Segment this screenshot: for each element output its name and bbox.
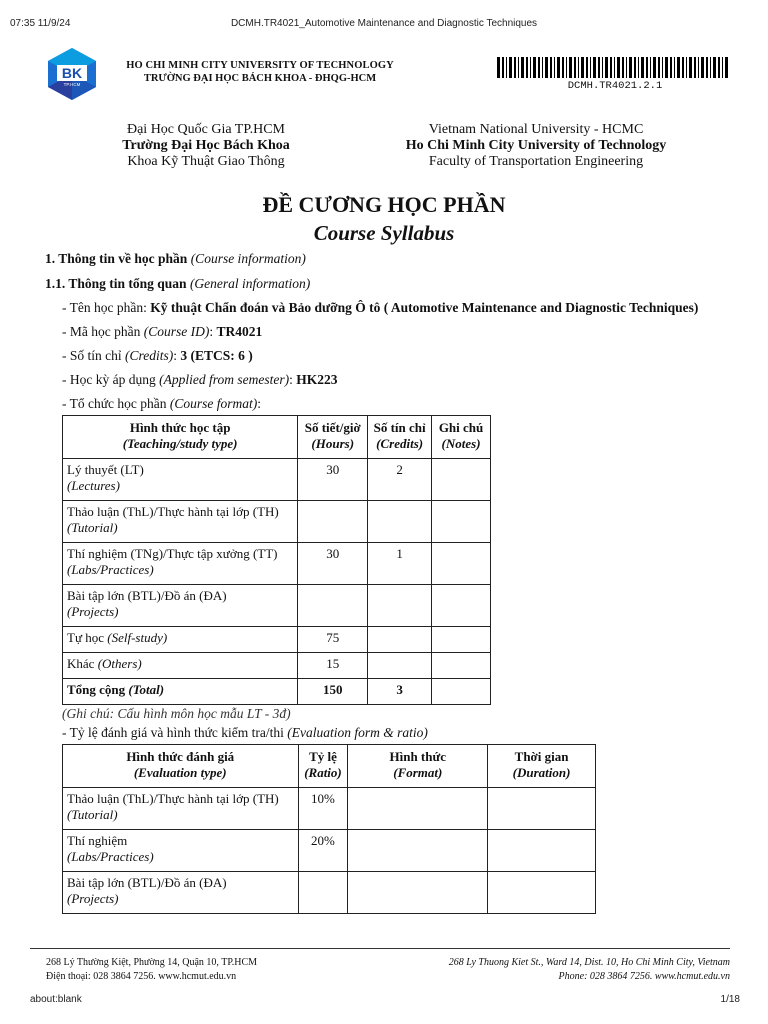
header-right	[396, 122, 676, 170]
table-row	[63, 830, 596, 872]
table-cell: 10%	[298, 788, 348, 830]
header-left-line: Đại Học Quốc Gia TP.HCM	[126, 122, 285, 137]
table-header: Số tín chỉ (Credits)	[368, 416, 432, 459]
table-cell: Thảo luận (ThL)/Thực hành tại lớp (TH) (Tutorial)	[63, 788, 299, 830]
table-cell: Khác (Others)	[63, 653, 298, 679]
section-1-heading	[45, 251, 306, 267]
section-1-1-heading	[45, 276, 310, 292]
section-label: 1. Thông tin về học phần	[45, 251, 188, 266]
footer-line: 268 Ly Thuong Kiet St., Ward 14, Dist. 10, Ho Chi Minh City, Vietnam	[448, 957, 730, 968]
header-left-line: Khoa Kỹ Thuật Giao Thông	[127, 154, 285, 169]
table-cell	[348, 788, 488, 830]
table-header: Hình thức học tập (Teaching/study type)	[63, 416, 298, 459]
field-label-en: (Course ID)	[143, 324, 210, 339]
footer-line: Điện thoại: 028 3864 7256. www.hcmut.edu.vn	[46, 971, 237, 982]
header-right-line: Vietnam National University - HCMC	[428, 122, 644, 137]
header-right-line: Ho Chi Minh City University of Technology	[405, 138, 667, 153]
evaluation-table	[62, 744, 596, 914]
print-datetime: 07:35 11/9/24	[10, 18, 71, 29]
page-subtitle: Course Syllabus	[313, 221, 455, 245]
table-cell	[298, 872, 348, 914]
table-row	[63, 459, 491, 501]
table-header: Hình thức (Format)	[348, 745, 488, 788]
table-cell: Thí nghiệm (Labs/Practices)	[63, 830, 299, 872]
field-label: - Mã học phần	[62, 324, 144, 339]
table-total-row	[63, 679, 491, 705]
barcode-icon	[497, 57, 729, 78]
university-name-en: HO CHI MINH CITY UNIVERSITY OF TECHNOLOGY	[126, 60, 394, 71]
table-row	[63, 872, 596, 914]
table-row	[63, 543, 491, 585]
table-cell	[368, 627, 432, 653]
table-cell: Lý thuyết (LT) (Lectures)	[63, 459, 298, 501]
table-header: Thời gian (Duration)	[488, 745, 596, 788]
field-label: - Tên học phần:	[62, 300, 151, 315]
table-cell	[432, 679, 491, 705]
footer-line: 268 Lý Thường Kiệt, Phường 14, Quận 10, TP.HCM	[46, 957, 258, 968]
table-cell: 3	[368, 679, 432, 705]
table-cell	[368, 585, 432, 627]
table-cell: Tổng cộng (Total)	[63, 679, 298, 705]
table-header: Ghi chú (Notes)	[432, 416, 491, 459]
table-row	[63, 585, 491, 627]
table-cell: 15	[298, 653, 368, 679]
course-name-value: Kỹ thuật Chẩn đoán và Bảo dưỡng Ô tô ( Automotive Maintenance and Diagnostic Techniques)	[150, 300, 699, 315]
table-cell	[432, 501, 491, 543]
section-label-en: (General information)	[189, 276, 311, 291]
table-cell	[432, 653, 491, 679]
header-left-line: Trường Đại Học Bách Khoa	[122, 138, 290, 153]
table-cell: Thí nghiệm (TNg)/Thực tập xưởng (TT) (Labs/Practices)	[63, 543, 298, 585]
field-label-en: (Applied from semester)	[159, 372, 290, 387]
footer-address-vi	[46, 956, 257, 984]
table-cell	[298, 501, 368, 543]
page-title: ĐỀ CƯƠNG HỌC PHẦN	[262, 192, 506, 217]
table-cell: 75	[298, 627, 368, 653]
field-label-en: (Credits)	[125, 348, 174, 363]
section-label: 1.1. Thông tin tổng quan	[45, 276, 187, 291]
evaluation-field	[62, 725, 428, 741]
table-cell: 2	[368, 459, 432, 501]
print-header	[10, 18, 758, 32]
header-left	[86, 122, 326, 170]
table-cell: Bài tập lớn (BTL)/Đồ án (ĐA) (Projects)	[63, 585, 298, 627]
section-label-en: (Course information)	[190, 251, 306, 266]
table-header: Tỷ lệ (Ratio)	[298, 745, 348, 788]
course-id-value: TR4021	[216, 324, 263, 339]
table-cell	[368, 653, 432, 679]
table-cell	[348, 872, 488, 914]
header-right-line: Faculty of Transportation Engineering	[428, 154, 644, 169]
table-cell	[488, 872, 596, 914]
table-header: Hình thức đánh giá (Evaluation type)	[63, 745, 299, 788]
page-number: 1/18	[720, 994, 740, 1005]
print-title: DCMH.TR4021_Automotive Maintenance and Diagnostic Techniques	[230, 18, 538, 29]
table-cell: Bài tập lớn (BTL)/Đồ án (ĐA) (Projects)	[63, 872, 299, 914]
table-cell: Thảo luận (ThL)/Thực hành tại lớp (TH) (Tutorial)	[63, 501, 298, 543]
table-header-row	[63, 745, 596, 788]
table-cell	[432, 627, 491, 653]
table-cell	[488, 788, 596, 830]
footer-address-en	[449, 956, 730, 984]
print-url: about:blank	[30, 994, 82, 1005]
logo-subtext: TP.HCM	[63, 82, 81, 87]
table-cell	[488, 830, 596, 872]
table-cell: 30	[298, 543, 368, 585]
field-label: - Tỷ lệ đánh giá và hình thức kiểm tra/thi	[62, 725, 288, 740]
footer-line: Phone: 028 3864 7256. www.hcmut.edu.vn	[558, 971, 730, 982]
course-id-field: - Mã học phần (Course ID): TR4021	[62, 324, 263, 339]
footer-divider	[30, 948, 730, 949]
bk-logo-icon	[44, 46, 100, 102]
table-row	[63, 653, 491, 679]
table-header-row	[63, 416, 491, 459]
credits-value: 3 (ETCS: 6 )	[180, 348, 253, 363]
document-code: DCMH.TR4021.2.1	[567, 80, 663, 92]
table-row	[63, 788, 596, 830]
university-name-vi: TRƯỜNG ĐẠI HỌC BÁCH KHOA - ĐHQG-HCM	[143, 73, 377, 84]
table-cell: 30	[298, 459, 368, 501]
table-cell: 1	[368, 543, 432, 585]
table-row	[63, 627, 491, 653]
field-label-en: (Evaluation form & ratio)	[287, 725, 428, 740]
table-cell: Tự học (Self-study)	[63, 627, 298, 653]
table-cell: 150	[298, 679, 368, 705]
course-format-table	[62, 415, 491, 705]
field-label: - Số tín chỉ	[62, 348, 125, 363]
table-header: Số tiết/giờ (Hours)	[298, 416, 368, 459]
field-label: - Học kỳ áp dụng	[62, 372, 160, 387]
table-cell	[298, 585, 368, 627]
bk-logo	[44, 46, 100, 102]
field-label: - Tổ chức học phần	[62, 396, 170, 411]
table-cell	[368, 501, 432, 543]
semester-value: HK223	[296, 372, 338, 387]
table-cell	[348, 830, 488, 872]
credits-field: - Số tín chỉ (Credits): 3 (ETCS: 6 )	[62, 348, 253, 363]
table-cell	[432, 543, 491, 585]
table-cell: 20%	[298, 830, 348, 872]
table-cell	[432, 459, 491, 501]
table-row	[63, 501, 491, 543]
table-cell	[432, 585, 491, 627]
table-note: (Ghi chú: Cấu hình môn học mẫu LT - 3đ)	[62, 706, 291, 721]
semester-field: - Học kỳ áp dụng (Applied from semester): HK223	[62, 372, 338, 387]
course-format-field: - Tổ chức học phần (Course format):	[62, 396, 262, 411]
print-footer	[30, 994, 740, 1008]
logo-text: BK	[61, 65, 83, 81]
course-name-field	[62, 300, 698, 316]
field-label-en: (Course format)	[169, 396, 258, 411]
